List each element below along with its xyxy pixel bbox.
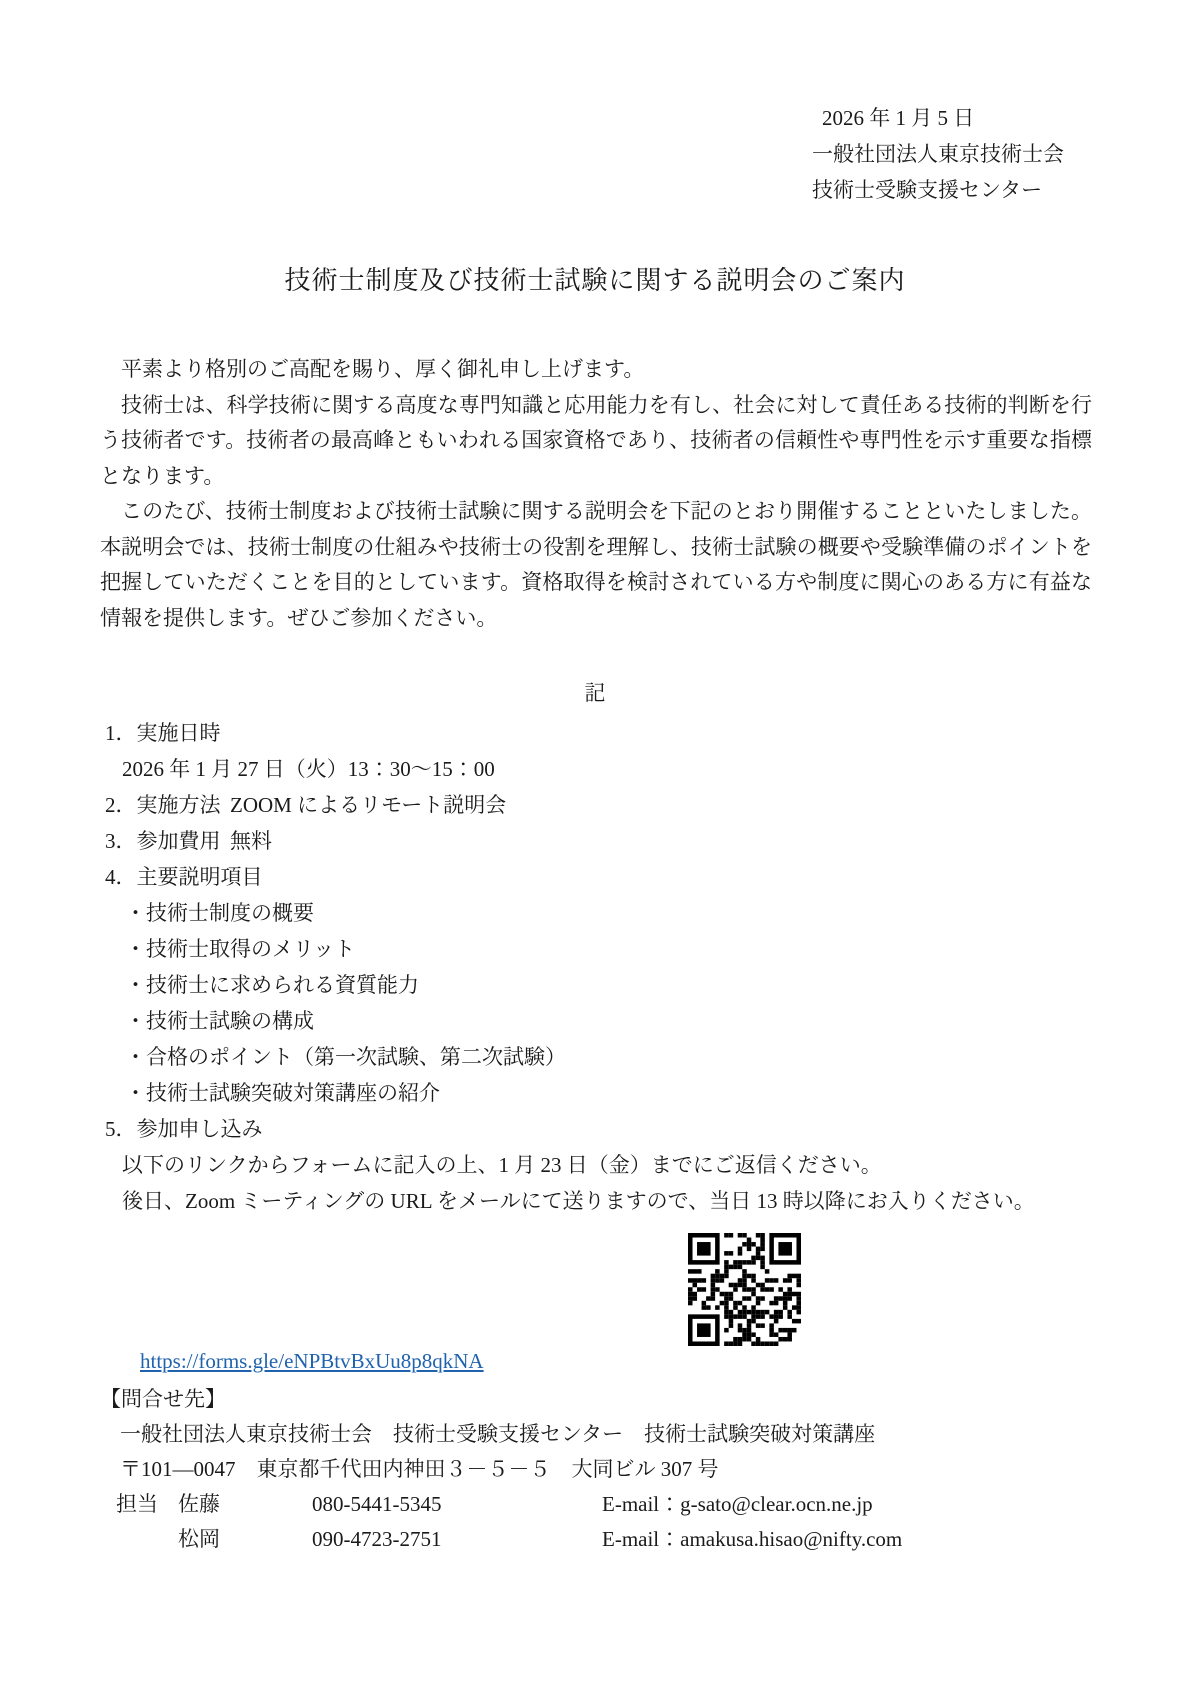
topic-bullet: ・ 技術士取得のメリット: [100, 931, 1092, 967]
email-label: E-mail：: [602, 1527, 681, 1551]
body-text: [100, 352, 1092, 636]
details-list: [100, 715, 1092, 1219]
contact-name: 松岡: [178, 1527, 220, 1551]
item-fee-value: 無料: [230, 829, 272, 853]
contact-address: 〒101―0047 東京都千代田内神田３－５－５ 大同ビル 307 号: [120, 1457, 719, 1481]
item-method-value: ZOOM によるリモート説明会: [230, 793, 507, 817]
topic-bullet: ・ 技術士制度の概要: [100, 895, 1092, 931]
item-method: [100, 787, 1092, 823]
contact-section: [100, 1382, 1190, 1557]
org-dept: 技術士受験支援センター: [812, 178, 1043, 202]
item-apply-label: 5．参加申し込み: [105, 1117, 263, 1141]
contact-email: amakusa.hisao@nifty.com: [680, 1527, 903, 1551]
apply-instruction-url: 後日、Zoom ミーティングの URL をメールにて送りますので、当日 13 時以降にお入りください。: [122, 1189, 1035, 1213]
qr-code-icon: [688, 1233, 801, 1346]
paragraph-about-engineer: 技術士は、科学技術に関する高度な専門知識と応用能力を有し、社会に対して責任ある技術的判断を行う技術者です。技術者の最高峰ともいわれる国家資格であり、技術者の信頼性や専門性を示す重要な指標となります。: [100, 392, 1092, 488]
email-label: E-mail：: [602, 1492, 681, 1516]
document-date: 2026 年 1 月 5 日: [822, 106, 975, 130]
topic-bullet: ・ 合格のポイント（第一次試験、第二次試験）: [100, 1039, 1092, 1075]
contact-org-line: 一般社団法人東京技術士会 技術士受験支援センター 技術士試験突破対策講座: [120, 1422, 876, 1446]
topic-bullet: ・ 技術士に求められる資質能力: [100, 967, 1092, 1003]
form-link-row: [140, 1346, 1190, 1376]
contact-phone: 080-5441-5345: [312, 1492, 442, 1516]
topic-bullet: ・ 技術士試験の構成: [100, 1003, 1092, 1039]
contact-person-row: [100, 1522, 1190, 1557]
item-fee: [100, 823, 1092, 859]
item-method-label: 2．実施方法: [105, 793, 221, 817]
topic-bullet: ・ 技術士試験突破対策講座の紹介: [100, 1075, 1092, 1111]
letterhead: [812, 0, 1190, 208]
page-title: 技術士制度及び技術士試験に関する説明会のご案内: [284, 266, 906, 295]
record-marker: 記: [584, 681, 606, 705]
paragraph-announcement: このたび、技術士制度および技術士試験に関する説明会を下記のとおり開催することといたしました。本説明会では、技術士制度の仕組みや技術士の役割を理解し、技術士試験の概要や受験準備のポイントを把握していただくことを目的としています。資格取得を検討されている方や制度に関心のある方に有益な情報を提供します。ぜひご参加ください。: [100, 499, 1092, 630]
contact-phone: 090-4723-2751: [312, 1527, 442, 1551]
item-datetime-value: 2026 年 1 月 27 日（火）13：30～15：00: [122, 757, 495, 781]
item-topics-label: 4．主要説明項目: [105, 865, 263, 889]
contact-role: [116, 1522, 178, 1557]
org-name: 一般社団法人東京技術士会: [812, 142, 1064, 166]
form-link[interactable]: https://forms.gle/eNPBtvBxUu8p8qkNA: [140, 1349, 484, 1373]
contact-role: 担当: [116, 1492, 158, 1516]
apply-instruction-deadline: 以下のリンクからフォームに記入の上、1 月 23 日（金）までにご返信ください。: [122, 1153, 882, 1177]
contact-name: 佐藤: [178, 1492, 220, 1516]
item-fee-label: 3．参加費用: [105, 829, 221, 853]
qr-code-container: [688, 1233, 801, 1346]
contact-person-row: [100, 1487, 1190, 1522]
contact-heading: 【問合せ先】: [100, 1387, 226, 1411]
paragraph-greeting: 平素より格別のご高配を賜り、厚く御礼申し上げます。: [121, 357, 645, 381]
contact-email: g-sato@clear.ocn.ne.jp: [680, 1492, 873, 1516]
item-datetime-label: 1．実施日時: [105, 721, 221, 745]
